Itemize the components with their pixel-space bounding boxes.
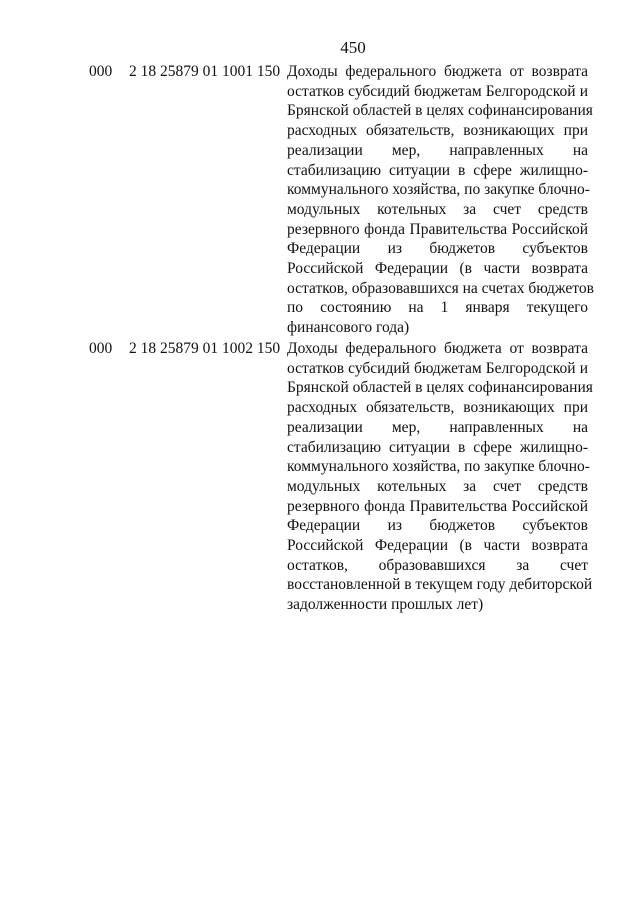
description-line: Брянской областей в целях софинансирования: [287, 102, 593, 120]
page-number: 450: [340, 38, 366, 57]
description-line: стабилизацию ситуации в сфере жилищно-: [287, 438, 588, 456]
description-line: расходных обязательств, возникающих при: [287, 122, 588, 140]
description-line: реализации мер, направленных на: [287, 141, 588, 159]
description-line: по состоянию на 1 января текущего: [287, 299, 588, 317]
description-line: резервного фонда Правительства Российской: [287, 220, 588, 238]
description-line: Доходы федерального бюджета от возврата: [287, 340, 588, 357]
description-line: задолженности прошлых лет): [287, 596, 484, 614]
description-line: Федерации из бюджетов субъектов: [287, 240, 588, 258]
description-line: Российской Федерации (в части возврата: [287, 260, 588, 278]
description-line: коммунального хозяйства, по закупке блочно-: [287, 181, 590, 199]
description-line: Брянской областей в целях софинансирования: [287, 379, 593, 397]
description-line: реализации мер, направленных на: [287, 418, 588, 436]
description-line: расходных обязательств, возникающих при: [287, 399, 588, 417]
classification-code: 2 18 25879 01 1001 150: [129, 63, 281, 80]
description-line: резервного фонда Правительства Российской: [287, 497, 588, 515]
income-description: [287, 339, 593, 615]
description-line: Российской Федерации (в части возврата: [287, 537, 588, 555]
description-line: Федерации из бюджетов субъектов: [287, 517, 588, 535]
classification-code: 2 18 25879 01 1002 150: [129, 340, 281, 357]
description-line: модульных котельных за счет средств: [287, 200, 588, 218]
description-line: коммунального хозяйства, по закупке блочно-: [287, 458, 590, 476]
admin-code: 000: [89, 340, 113, 357]
description-line: восстановленной в текущем году дебиторской: [287, 576, 593, 594]
description-line: модульных котельных за счет средств: [287, 477, 588, 495]
description-line: остатков, образовавшихся на счетах бюджетов: [287, 279, 594, 297]
description-line: финансового года): [287, 319, 410, 337]
description-line: стабилизацию ситуации в сфере жилищно-: [287, 161, 588, 179]
description-line: Доходы федерального бюджета от возврата: [287, 63, 588, 80]
description-line: остатков, образовавшихся за счет: [287, 556, 588, 574]
description-line: остатков субсидий бюджетам Белгородской и: [287, 82, 588, 100]
admin-code: 000: [89, 63, 113, 80]
description-line: остатков субсидий бюджетам Белгородской и: [287, 359, 588, 377]
income-description: [287, 62, 594, 338]
